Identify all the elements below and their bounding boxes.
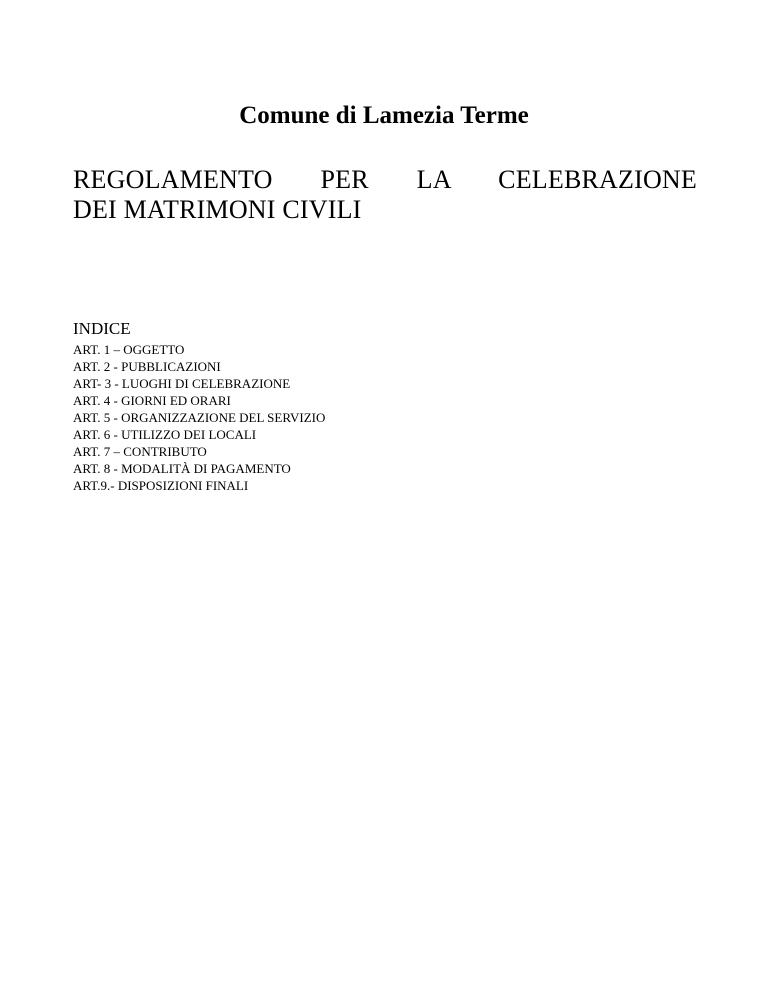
index-item-art-5: ART. 5 - ORGANIZZAZIONE DEL SERVIZIO <box>73 410 326 425</box>
index-item-art-9: ART.9.- DISPOSIZIONI FINALI <box>73 478 249 493</box>
document-title <box>73 165 697 225</box>
index-item-art-7: ART. 7 – CONTRIBUTO <box>73 444 207 459</box>
index-item-art-8: ART. 8 - MODALITÀ DI PAGAMENTO <box>73 461 291 476</box>
index-item-art-4: ART. 4 - GIORNI ED ORARI <box>73 393 231 408</box>
index-list <box>73 341 573 494</box>
document-title-line-1: REGOLAMENTO PER LA CELEBRAZIONE <box>73 165 697 194</box>
index-heading: INDICE <box>73 319 131 338</box>
index-item-art-1: ART. 1 – OGGETTO <box>73 342 185 357</box>
municipality-heading: Comune di Lamezia Terme <box>239 102 529 129</box>
document-title-line-2: DEI MATRIMONI CIVILI <box>73 195 362 224</box>
index-item-art-6: ART. 6 - UTILIZZO DEI LOCALI <box>73 427 257 442</box>
table-of-contents <box>73 318 573 494</box>
index-item-art-2: ART. 2 - PUBBLICAZIONI <box>73 359 221 374</box>
index-item-art-3: ART- 3 - LUOGHI DI CELEBRAZIONE <box>73 376 291 391</box>
